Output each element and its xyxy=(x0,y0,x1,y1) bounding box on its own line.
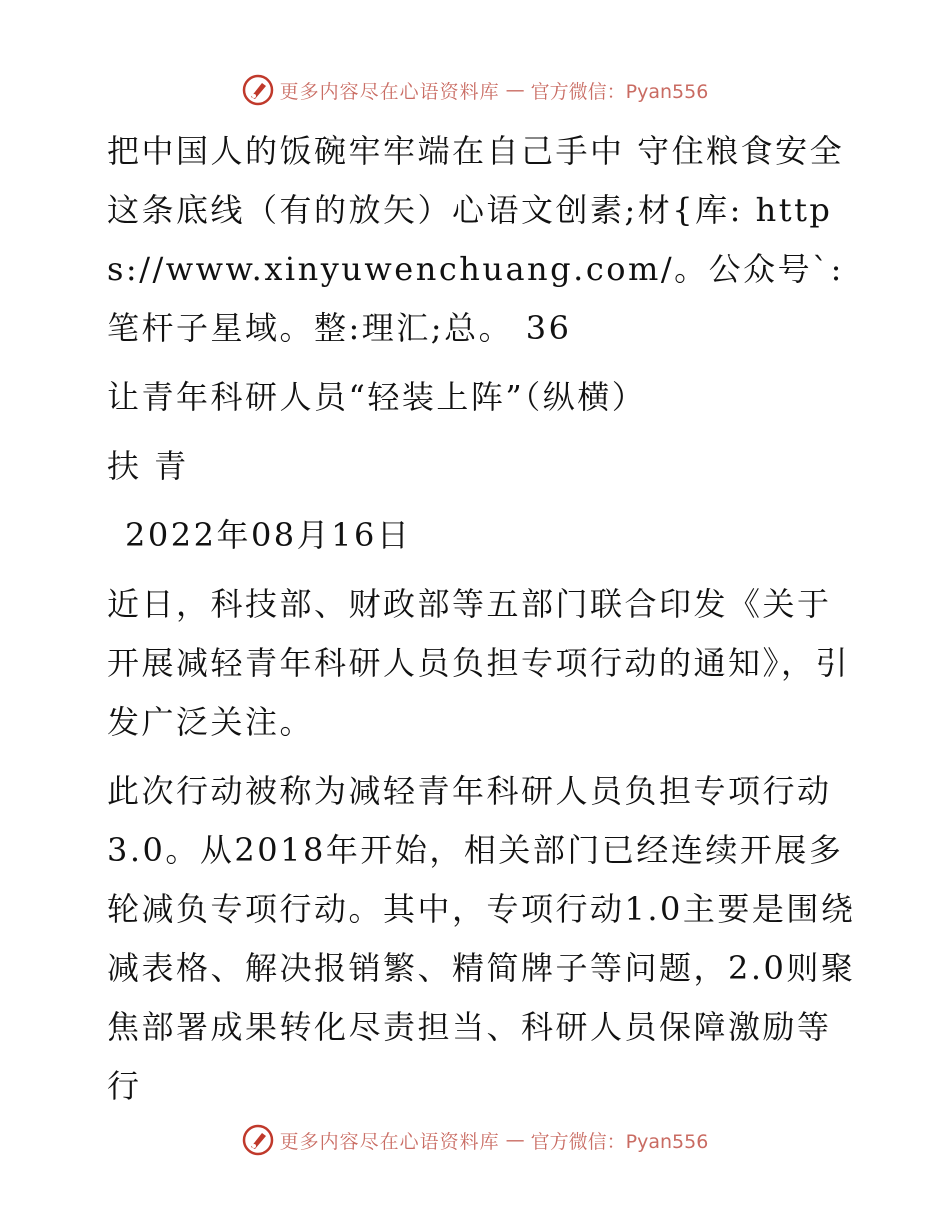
intro-paragraph: 把中国人的饭碗牢牢端在自己手中 守住粮食安全这条底线（有的放矢）心语文创素;材{库: https://www.xinyuwenchuang.com/。公众号`: 笔杆子星域。整:理汇;总。 36 xyxy=(107,132,845,347)
body-paragraph-2: 此次行动被称为减轻青年科研人员负担专项行动3.0。从2018年开始，相关部门已经连续开展多轮减负专项行动。其中，专项行动1.0主要是围绕减表格、解决报销繁、精简牌子等问题，2.0则聚焦部署成果转化尽责担当、科研人员保障激励等行 xyxy=(107,772,856,1105)
banner-separator: — xyxy=(505,1129,525,1151)
article-author: 扶 青 xyxy=(107,447,189,485)
banner-separator: — xyxy=(505,79,525,101)
body-paragraph-1: 近日，科技部、财政部等五部门联合印发《关于开展减轻青年科研人员负担专项行动的通知》，引发广泛关注。 xyxy=(107,585,851,741)
document-body xyxy=(97,122,857,1116)
banner-site-text: 更多内容尽在心语资料库 xyxy=(279,1130,500,1153)
banner-wechat-text: 官方微信：Pyan556 xyxy=(530,80,709,103)
banner-site-text: 更多内容尽在心语资料库 xyxy=(279,80,500,103)
banner-wechat-text: 官方微信：Pyan556 xyxy=(530,1130,709,1153)
article-title: 让青年科研人员“轻装上阵”（纵横） xyxy=(107,378,647,416)
header-banner xyxy=(0,70,950,110)
pen-nib-logo-icon xyxy=(242,1124,274,1156)
footer-banner xyxy=(0,1120,950,1160)
article-date: 2022年08月16日 xyxy=(125,516,412,554)
pen-nib-logo-icon xyxy=(242,74,274,106)
